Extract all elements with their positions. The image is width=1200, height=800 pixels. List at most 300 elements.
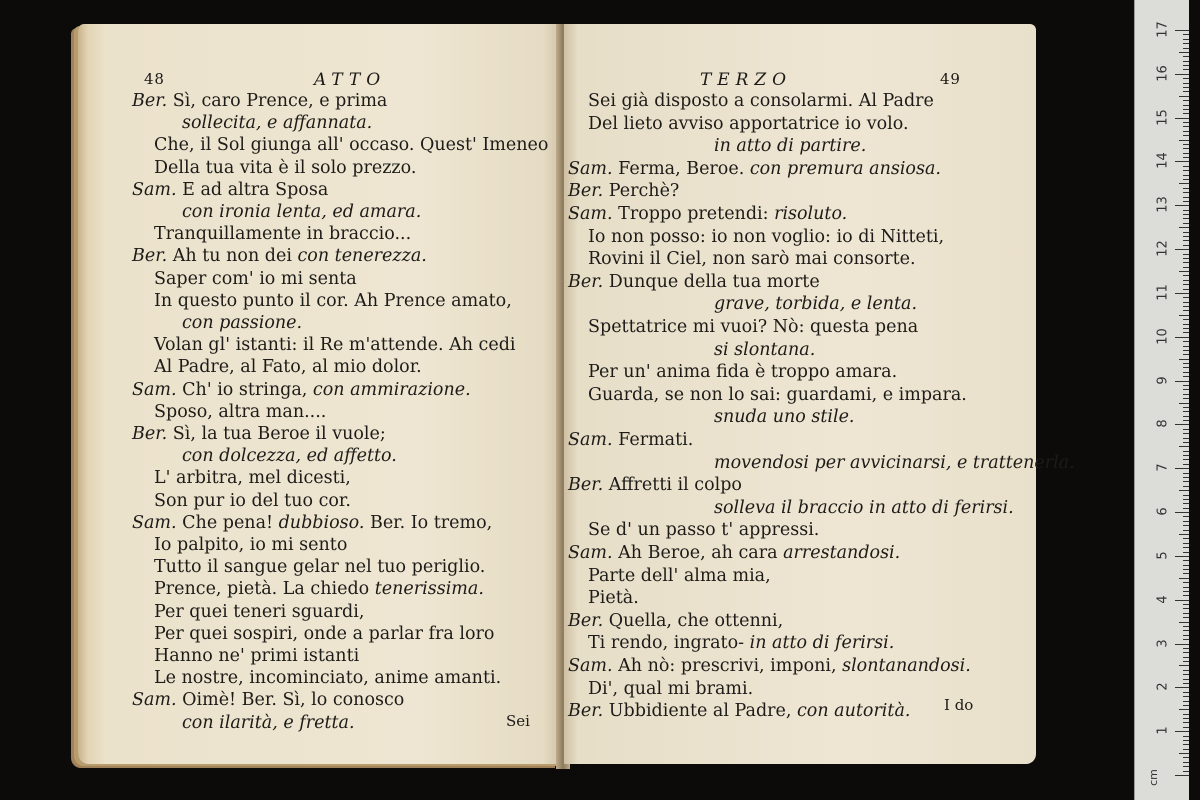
- text-line: [154, 667, 501, 689]
- stage-direction: con premura ansiosa.: [744, 158, 941, 179]
- verse-text: Spettatrice mi vuoi? Nò: questa pena: [588, 317, 919, 337]
- verse-text: Ah nò: prescrivi, imponi,: [618, 656, 837, 676]
- ruler-tick: [1183, 223, 1189, 224]
- ruler-tick: [1175, 118, 1189, 119]
- ruler-tick: [1183, 210, 1189, 211]
- ruler-tick: [1183, 157, 1189, 158]
- stage-direction: dubbioso.: [273, 512, 365, 533]
- ruler-tick: [1183, 744, 1189, 745]
- ruler-tick: [1183, 126, 1189, 127]
- ruler-tick: [1183, 587, 1189, 588]
- ruler-tick: [1175, 644, 1189, 645]
- ruler-tick: [1183, 613, 1189, 614]
- ruler-label: 11: [1155, 284, 1171, 301]
- ruler-tick: [1179, 709, 1189, 710]
- verse-text: Oimè!: [182, 690, 237, 711]
- ruler-tick: [1183, 148, 1189, 149]
- text-line: [154, 601, 364, 623]
- ruler-tick: [1183, 648, 1189, 649]
- ruler-tick: [1183, 372, 1189, 373]
- ruler-tick: [1179, 359, 1189, 360]
- text-line: [568, 474, 742, 496]
- ruler-tick: [1183, 552, 1189, 553]
- verse-text: Ubbidiente al Padre,: [608, 701, 792, 722]
- ruler-tick: [1183, 109, 1189, 110]
- verse-text: Prence, pietà. La chiedo: [154, 579, 370, 600]
- text-line: [714, 497, 1014, 519]
- ruler-tick: [1183, 604, 1189, 605]
- stage-direction: slontanandosi.: [836, 656, 971, 676]
- ruler-tick: [1183, 416, 1189, 417]
- speaker-label: Ber.: [132, 246, 173, 267]
- speaker-label: Sam.: [568, 158, 619, 179]
- ruler-tick: [1183, 740, 1189, 741]
- ruler-tick: [1183, 236, 1189, 237]
- ruler-tick: [1183, 722, 1189, 723]
- ruler-tick: [1175, 468, 1189, 469]
- ruler-tick: [1179, 665, 1189, 666]
- ruler-tick: [1183, 275, 1189, 276]
- ruler-tick: [1179, 753, 1189, 754]
- ruler-tick: [1183, 394, 1189, 395]
- ruler-tick: [1183, 39, 1189, 40]
- ruler-tick: [1183, 630, 1189, 631]
- ruler-tick: [1183, 560, 1189, 561]
- verse-text: Ch' io stringa,: [182, 379, 308, 400]
- stage-direction: sollecita, e affannata.: [182, 113, 373, 134]
- verse-text: Del lieto avviso apportatrice io volo.: [588, 113, 909, 134]
- verse-text: Di', qual mi brami.: [588, 678, 754, 699]
- ruler-tick: [1175, 424, 1189, 425]
- ruler-tick: [1183, 122, 1189, 123]
- ruler-tick: [1175, 337, 1189, 338]
- verse-text: Per quei teneri sguardi,: [154, 601, 365, 622]
- stage-direction: grave, torbida, e lenta.: [714, 294, 918, 315]
- ruler-tick: [1183, 297, 1189, 298]
- verse-text: Tranquillamente in braccio...: [154, 224, 412, 245]
- ruler-tick: [1183, 429, 1189, 430]
- left-running-head: ATTO: [314, 70, 387, 90]
- stage-direction: solleva il braccio in atto di ferirsi.: [714, 497, 1014, 518]
- ruler-label: 16: [1155, 65, 1171, 82]
- verse-text: Affretti il colpo: [608, 475, 742, 496]
- ruler-tick: [1175, 74, 1189, 75]
- ruler-label: 9: [1155, 375, 1171, 385]
- ruler-label: 13: [1155, 196, 1171, 214]
- ruler-tick: [1183, 69, 1189, 70]
- ruler-tick: [1183, 91, 1189, 92]
- ruler-tick: [1183, 280, 1189, 281]
- ruler-tick: [1183, 701, 1189, 702]
- text-line: [588, 90, 934, 112]
- ruler-tick: [1183, 464, 1189, 465]
- text-line: [132, 512, 492, 534]
- ruler-tick: [1183, 442, 1189, 443]
- ruler-label: 6: [1155, 507, 1171, 516]
- ruler-tick: [1183, 635, 1189, 636]
- verse-text: L' arbitra, mel dicesti,: [154, 468, 351, 489]
- text-line: [588, 361, 897, 383]
- speaker-label: Ber.: [568, 475, 609, 496]
- ruler-label: 4: [1155, 595, 1171, 604]
- ruler-tick: [1183, 284, 1189, 285]
- text-line: [588, 632, 894, 654]
- text-line: [588, 113, 909, 135]
- ruler-tick: [1183, 451, 1189, 452]
- ruler-tick: [1183, 324, 1189, 325]
- ruler-tick: [1183, 718, 1189, 719]
- verse-text: Sì, la tua Beroe il vuole;: [172, 424, 386, 444]
- text-line: [132, 245, 427, 267]
- stage-direction: con ilarità, e fretta.: [182, 712, 355, 733]
- ruler-tick: [1183, 363, 1189, 364]
- verse-text: Parte dell' alma mia,: [588, 565, 771, 586]
- verse-text: Al Padre, al Fato, al mio dolor.: [154, 357, 422, 378]
- ruler-tick: [1183, 144, 1189, 145]
- ruler-tick: [1183, 683, 1189, 684]
- ruler-tick: [1183, 197, 1189, 198]
- ruler-tick: [1183, 218, 1189, 219]
- verse-text: Sì, caro Prence, e prima: [172, 91, 388, 111]
- ruler-tick: [1183, 258, 1189, 259]
- text-line: [568, 610, 783, 632]
- text-line: [568, 271, 820, 293]
- ruler-tick: [1175, 775, 1189, 776]
- text-line: [154, 356, 422, 378]
- speaker-label: Sam.: [568, 430, 619, 450]
- ruler-tick: [1183, 565, 1189, 566]
- ruler-tick: [1183, 692, 1189, 693]
- ruler-tick: [1183, 376, 1189, 377]
- ruler-tick: [1183, 61, 1189, 62]
- ruler-tick: [1183, 459, 1189, 460]
- ruler-tick: [1183, 530, 1189, 531]
- verse-text: Per quei sospiri, onde a parlar fra loro: [154, 623, 495, 644]
- ruler-tick: [1183, 354, 1189, 355]
- ruler-tick: [1183, 543, 1189, 544]
- ruler-tick: [1183, 591, 1189, 592]
- ruler-tick: [1183, 481, 1189, 482]
- speaker-label: Sam.: [568, 204, 619, 224]
- text-line: [154, 490, 351, 512]
- ruler-tick: [1183, 521, 1189, 522]
- verse-text: Tutto il sangue gelar nel tuo periglio.: [154, 557, 486, 578]
- speaker-label: Sam.: [568, 543, 619, 563]
- ruler-label: 17: [1155, 21, 1171, 38]
- ruler-tick: [1183, 346, 1189, 347]
- ruler-tick: [1175, 249, 1189, 250]
- ruler-tick: [1183, 43, 1189, 44]
- ruler-tick: [1179, 622, 1189, 623]
- ruler-tick: [1183, 135, 1189, 136]
- ruler-tick: [1175, 293, 1189, 294]
- ruler-tick: [1183, 214, 1189, 215]
- stage-direction: snuda uno stile.: [714, 407, 855, 428]
- verse-text: Per un' anima fida è troppo amara.: [588, 362, 898, 383]
- verse-text: Son pur io del tuo cor.: [154, 490, 351, 511]
- verse-text: Ferma, Beroe.: [618, 158, 745, 179]
- text-line: [714, 339, 815, 361]
- ruler-tick: [1183, 661, 1189, 662]
- ruler-tick: [1175, 687, 1189, 688]
- ruler-tick: [1183, 407, 1189, 408]
- ruler-tick: [1179, 227, 1189, 228]
- text-line: [132, 90, 387, 112]
- ruler-label: 3: [1155, 638, 1171, 648]
- ruler-tick: [1183, 477, 1189, 478]
- ruler-tick: [1179, 490, 1189, 491]
- stage-direction: con passione.: [182, 313, 303, 333]
- ruler-tick: [1183, 499, 1189, 500]
- stage-direction: in atto di partire.: [714, 136, 867, 157]
- text-line: [154, 401, 326, 423]
- text-line: [182, 712, 355, 734]
- stage-direction: con ammirazione.: [307, 379, 471, 400]
- text-line: [154, 556, 485, 578]
- ruler-label: 10: [1155, 327, 1171, 345]
- verse-continuation: Ber. Sì, lo conosco: [236, 690, 405, 711]
- left-page-number: 48: [144, 70, 165, 88]
- text-line: [588, 565, 771, 587]
- verse-text: In questo punto il cor. Ah Prence amato,: [154, 290, 512, 311]
- verse-text: Sposo, altra man....: [154, 401, 327, 422]
- stage-direction: con autorità.: [791, 701, 911, 722]
- verse-text: Ah Beroe, ah cara: [618, 543, 778, 563]
- ruler-tick: [1183, 201, 1189, 202]
- text-line: [154, 467, 351, 489]
- ruler-tick: [1183, 714, 1189, 715]
- ruler-label: 14: [1155, 152, 1171, 170]
- ruler-tick: [1183, 525, 1189, 526]
- verse-text: Che, il Sol giunga all' occaso. Quest' Imeneo: [154, 135, 549, 156]
- ruler-tick: [1183, 727, 1189, 728]
- ruler-tick: [1183, 48, 1189, 49]
- ruler-tick: [1183, 503, 1189, 504]
- text-line: [154, 334, 516, 356]
- ruler-tick: [1183, 573, 1189, 574]
- ruler-tick: [1183, 757, 1189, 758]
- ruler-tick: [1183, 508, 1189, 509]
- ruler-tick: [1183, 188, 1189, 189]
- text-line: [568, 158, 941, 180]
- ruler-tick: [1183, 433, 1189, 434]
- left-page: [78, 24, 562, 764]
- ruler-tick: [1183, 411, 1189, 412]
- ruler-tick: [1183, 319, 1189, 320]
- verse-text: Saper com' io mi senta: [154, 268, 357, 289]
- ruler-tick: [1179, 271, 1189, 272]
- stage-direction: movendosi per avvicinarsi, e trattenerla.: [714, 452, 1075, 473]
- ruler-tick: [1179, 446, 1189, 447]
- speaker-label: Ber.: [568, 181, 609, 202]
- text-line: [588, 519, 819, 541]
- ruler-tick: [1183, 65, 1189, 66]
- ruler-tick: [1183, 473, 1189, 474]
- text-line: [568, 700, 910, 722]
- ruler-tick: [1183, 766, 1189, 767]
- ruler-tick: [1183, 78, 1189, 79]
- speaker-label: Ber.: [568, 271, 609, 292]
- verse-text: Io non posso: io non voglio: io di Nitteti,: [588, 226, 945, 247]
- ruler-tick: [1183, 608, 1189, 609]
- ruler-tick: [1183, 240, 1189, 241]
- ruler-label: 2: [1155, 682, 1171, 691]
- right-catchword: I do: [944, 696, 974, 714]
- text-line: [132, 423, 386, 445]
- ruler-tick: [1183, 679, 1189, 680]
- ruler-tick: [1183, 332, 1189, 333]
- ruler-tick: [1183, 245, 1189, 246]
- text-line: [568, 429, 693, 451]
- text-line: [182, 445, 397, 467]
- verse-text: Ah tu non dei: [172, 246, 292, 267]
- ruler-label: 5: [1155, 551, 1171, 560]
- ruler-tick: [1183, 310, 1189, 311]
- text-line: [154, 157, 416, 179]
- ruler-tick: [1183, 749, 1189, 750]
- ruler-tick: [1179, 52, 1189, 53]
- ruler-tick: [1183, 438, 1189, 439]
- text-line: [588, 226, 944, 248]
- ruler-label: 12: [1155, 240, 1171, 257]
- ruler-tick: [1183, 420, 1189, 421]
- speaker-label: Ber.: [568, 610, 609, 631]
- speaker-label: Ber.: [568, 701, 609, 722]
- text-line: [132, 379, 471, 401]
- ruler-tick: [1175, 731, 1189, 732]
- ruler-tick: [1183, 639, 1189, 640]
- text-line: [568, 542, 900, 564]
- ruler-tick: [1183, 306, 1189, 307]
- ruler-tick: [1183, 762, 1189, 763]
- ruler-tick: [1183, 595, 1189, 596]
- ruler-tick: [1183, 547, 1189, 548]
- speaker-label: Ber.: [132, 91, 173, 111]
- ruler-tick: [1183, 389, 1189, 390]
- ruler-tick: [1183, 170, 1189, 171]
- ruler-tick: [1179, 315, 1189, 316]
- ruler-tick: [1183, 398, 1189, 399]
- verse-continuation: Ber. Io tremo,: [364, 512, 493, 533]
- left-catchword: Sei: [506, 712, 530, 730]
- verse-text: Che pena!: [182, 512, 274, 533]
- text-line: [714, 406, 855, 428]
- ruler-tick: [1183, 341, 1189, 342]
- ruler-tick: [1183, 179, 1189, 180]
- speaker-label: Sam.: [132, 512, 183, 533]
- text-line: [714, 452, 1075, 474]
- ruler-tick: [1183, 652, 1189, 653]
- text-line: [588, 678, 753, 700]
- ruler-tick: [1183, 302, 1189, 303]
- right-running-head: TERZO: [700, 70, 793, 90]
- ruler-tick: [1179, 578, 1189, 579]
- ruler-tick: [1183, 153, 1189, 154]
- ruler-tick: [1183, 705, 1189, 706]
- verse-text: Se d' un passo t' appressi.: [588, 520, 820, 541]
- ruler-unit: cm: [1146, 769, 1160, 786]
- measurement-ruler: [1134, 0, 1189, 800]
- ruler-tick: [1183, 175, 1189, 176]
- ruler-tick: [1175, 205, 1189, 206]
- stage-direction: tenerissima.: [369, 579, 484, 600]
- ruler-tick: [1183, 262, 1189, 263]
- text-line: [182, 112, 372, 134]
- ruler-label: 1: [1155, 726, 1171, 735]
- ruler-tick: [1183, 516, 1189, 517]
- ruler-tick: [1183, 670, 1189, 671]
- verse-text: Quella, che ottenni,: [608, 610, 784, 631]
- ruler-tick: [1183, 696, 1189, 697]
- speaker-label: Ber.: [132, 424, 173, 444]
- ruler-tick: [1183, 626, 1189, 627]
- ruler-tick: [1175, 161, 1189, 162]
- text-line: [154, 534, 347, 556]
- ruler-tick: [1175, 381, 1189, 382]
- right-page-number: 49: [940, 70, 961, 88]
- ruler-tick: [1183, 113, 1189, 114]
- verse-text: Dunque della tua morte: [608, 271, 820, 292]
- ruler-tick: [1179, 534, 1189, 535]
- ruler-tick: [1183, 771, 1189, 772]
- right-page: [564, 24, 1075, 764]
- ruler-tick: [1183, 385, 1189, 386]
- verse-text: Della tua vita è il solo prezzo.: [154, 157, 417, 178]
- stage-direction: con dolcezza, ed affetto.: [182, 446, 397, 467]
- ruler-tick: [1183, 83, 1189, 84]
- stage-direction: con ironia lenta, ed amara.: [182, 202, 422, 222]
- verse-text: Troppo pretendi:: [618, 204, 769, 224]
- text-line: [568, 203, 847, 225]
- verse-text: Pietà.: [588, 588, 639, 609]
- text-line: [132, 689, 404, 711]
- ruler-tick: [1183, 87, 1189, 88]
- ruler-tick: [1183, 495, 1189, 496]
- text-line: [154, 623, 494, 645]
- ruler-tick: [1183, 166, 1189, 167]
- ruler-tick: [1183, 192, 1189, 193]
- ruler-tick: [1183, 582, 1189, 583]
- text-line: [588, 248, 916, 270]
- ruler-tick: [1183, 254, 1189, 255]
- verse-text: Hanno ne' primi istanti: [154, 646, 360, 666]
- text-line: [154, 645, 359, 667]
- ruler-tick: [1183, 617, 1189, 618]
- verse-text: Fermati.: [618, 430, 694, 450]
- verse-text: Rovini il Ciel, non sarò mai consorte.: [588, 249, 916, 270]
- open-book: [78, 24, 1075, 772]
- stage-direction: in atto di ferirsi.: [744, 633, 895, 654]
- stage-direction: risoluto.: [768, 204, 848, 224]
- verse-text: Perchè?: [608, 181, 680, 202]
- text-line: [714, 135, 866, 157]
- text-line: [588, 587, 639, 609]
- ruler-tick: [1183, 232, 1189, 233]
- verse-text: Guarda, se non lo sai: guardami, e impara.: [588, 384, 967, 405]
- ruler-tick: [1183, 105, 1189, 106]
- ruler-tick: [1183, 486, 1189, 487]
- speaker-label: Sam.: [132, 379, 183, 400]
- stage-direction: arrestandosi.: [777, 543, 901, 563]
- ruler-tick: [1183, 657, 1189, 658]
- ruler-tick: [1183, 34, 1189, 35]
- ruler-tick: [1183, 674, 1189, 675]
- ruler-tick: [1179, 183, 1189, 184]
- ruler-tick: [1175, 556, 1189, 557]
- text-line: [154, 223, 411, 245]
- ruler-label: 7: [1155, 463, 1171, 472]
- text-line: [154, 134, 548, 156]
